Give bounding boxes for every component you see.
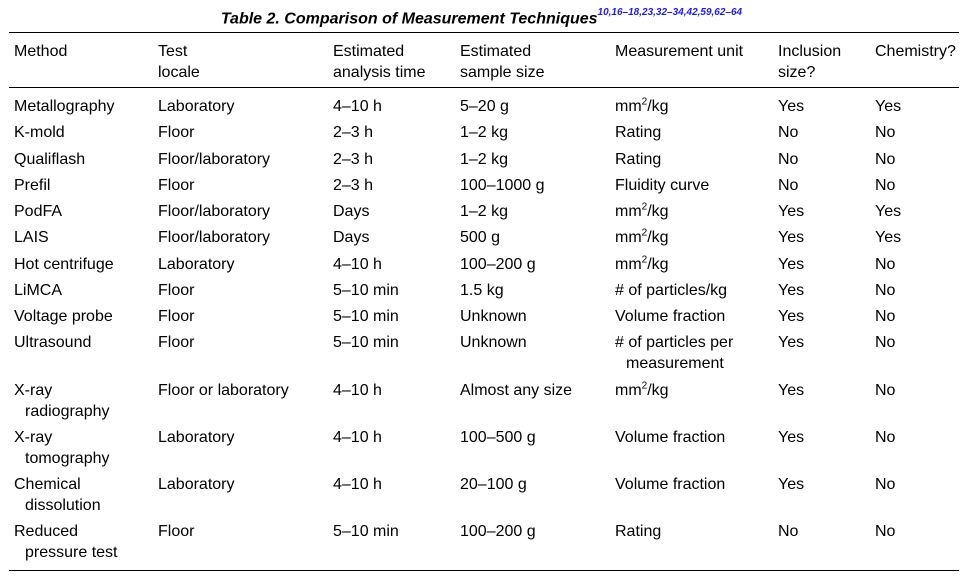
measurement-unit-cell [615,280,727,301]
sample-size-cell: Unknown [460,308,527,325]
superscript-exponent: 2 [641,96,648,108]
table-title [0,4,963,30]
locale-cell: Floor [158,177,195,194]
method-cell [14,122,65,143]
method-text: LAIS [14,229,49,246]
inclusion-size-cell: No [778,124,799,141]
locale-cell: Floor or laboratory [158,382,289,399]
locale-cell: Floor [158,523,195,540]
method-cell [14,201,62,222]
analysis-time-cell: 4–10 h [333,382,382,399]
analysis-time-cell: 2–3 h [333,151,374,168]
measurement-unit-cell [615,474,725,495]
sample-size-cell: 500 g [460,229,501,246]
sample-size-cell: 5–20 g [460,98,509,115]
unit-text: Rating [615,151,662,168]
chemistry-cell: No [875,177,896,194]
unit-text: # of particles/kg [615,282,728,299]
method-text: X-ray [14,429,53,446]
column-header [778,41,841,83]
sample-size-cell: 100–1000 g [460,177,545,194]
unit-text: # of particles per [615,334,734,351]
chemistry-cell: No [875,523,896,540]
column-header-line: analysis time [333,64,426,81]
sample-size-cell: Unknown [460,334,527,351]
table-title-references: 10,16–18,23,32–34,42,59,62–64 [597,7,743,18]
inclusion-size-cell: Yes [778,203,805,220]
inclusion-size-cell: Yes [778,334,805,351]
sample-size-cell: 1.5 kg [460,282,504,299]
measurement-unit-cell [615,96,669,117]
chemistry-cell: No [875,308,896,325]
unit-text: $mm^2/kg$ [615,227,669,246]
unit-text: Volume fraction [615,308,726,325]
method-cell [14,474,101,516]
measurement-unit-cell [615,227,669,248]
chemistry-cell: No [875,282,896,299]
chemistry-cell: No [875,151,896,168]
superscript-exponent: 2 [641,201,648,213]
method-cell [14,227,49,248]
analysis-time-cell: 5–10 min [333,308,399,325]
unit-text: Volume fraction [615,476,726,493]
analysis-time-cell: 5–10 min [333,282,399,299]
analysis-time-cell: 4–10 h [333,476,382,493]
sample-size-cell: 1–2 kg [460,151,509,168]
chemistry-cell: Yes [875,98,902,115]
column-header-line: Method [14,43,68,60]
method-text: LiMCA [14,282,63,299]
measurement-unit-cell [615,149,661,170]
column-header-line: Estimated [333,43,405,60]
sample-size-cell: 100–500 g [460,429,536,446]
unit-text: $mm^2/kg$ [615,96,669,115]
inclusion-size-cell: Yes [778,98,805,115]
method-text: radiography [25,403,110,420]
method-cell [14,254,114,275]
locale-cell: Floor [158,334,195,351]
method-text: X-ray [14,382,53,399]
analysis-time-cell: 4–10 h [333,256,382,273]
column-header-line: locale [158,64,200,81]
measurement-unit-cell [615,427,725,448]
column-header-line: Measurement unit [615,43,744,60]
measurement-unit-cell [615,122,661,143]
chemistry-cell: Yes [875,203,902,220]
inclusion-size-cell: Yes [778,282,805,299]
unit-text: $mm^2/kg$ [615,380,669,399]
superscript-exponent: 2 [641,254,648,266]
inclusion-size-cell: No [778,151,799,168]
chemistry-cell: No [875,382,896,399]
method-text: pressure test [25,544,118,561]
inclusion-size-cell: No [778,523,799,540]
method-cell [14,306,113,327]
locale-cell: Floor/laboratory [158,229,271,246]
method-text: Hot centrifuge [14,256,114,273]
locale-cell: Laboratory [158,256,235,273]
top-rule [9,32,959,33]
method-text: Metallography [14,98,115,115]
locale-cell: Floor [158,308,195,325]
method-text: Prefil [14,177,51,194]
method-text: Reduced [14,523,79,540]
locale-cell: Floor [158,124,195,141]
column-header [158,41,200,83]
analysis-time-cell: 4–10 h [333,98,382,115]
sample-size-cell: Almost any size [460,382,573,399]
locale-cell: Laboratory [158,429,235,446]
unit-text: $mm^2/kg$ [615,254,669,273]
method-cell [14,521,117,563]
measurement-unit-cell [615,201,669,222]
inclusion-size-cell: Yes [778,256,805,273]
inclusion-size-cell: Yes [778,308,805,325]
inclusion-size-cell: No [778,177,799,194]
method-text: Chemical [14,476,81,493]
chemistry-cell: Yes [875,229,902,246]
method-cell [14,380,110,422]
chemistry-cell: No [875,334,896,351]
header-rule [9,87,959,88]
method-cell [14,427,110,469]
method-cell [14,175,50,196]
superscript-exponent: 2 [641,380,648,392]
method-text: dissolution [25,497,101,514]
chemistry-cell: No [875,429,896,446]
column-header [333,41,425,83]
method-text: PodFA [14,203,63,220]
measurement-unit-cell [615,175,709,196]
measurement-unit-cell [615,380,669,401]
sample-size-cell: 1–2 kg [460,124,509,141]
column-header-line: Inclusion [778,43,842,60]
inclusion-size-cell: Yes [778,382,805,399]
method-cell [14,149,85,170]
locale-cell: Laboratory [158,98,235,115]
method-text: Qualiflash [14,151,86,168]
locale-cell: Floor [158,282,195,299]
sample-size-cell: 1–2 kg [460,203,509,220]
locale-cell: Floor/laboratory [158,151,271,168]
measurement-unit-cell [615,254,669,275]
measurement-unit-cell [615,521,661,542]
unit-text: Rating [615,523,662,540]
sample-size-cell: 100–200 g [460,523,536,540]
column-header-line: Test [158,43,188,60]
unit-text: measurement [626,355,724,372]
column-header-line: sample size [460,64,545,81]
analysis-time-cell: Days [333,203,370,220]
locale-cell: Floor/laboratory [158,203,271,220]
analysis-time-cell: 2–3 h [333,124,374,141]
inclusion-size-cell: Yes [778,229,805,246]
method-cell [14,280,62,301]
table-title-text: Table 2. Comparison of Measurement Techniques [220,10,598,28]
analysis-time-cell: 2–3 h [333,177,374,194]
column-header [615,41,743,62]
bottom-rule [9,570,959,571]
locale-cell: Laboratory [158,476,235,493]
column-header [875,41,956,62]
column-header-line: Chemistry? [875,43,956,60]
inclusion-size-cell: Yes [778,476,805,493]
chemistry-cell: No [875,124,896,141]
method-cell [14,332,91,353]
column-header-line: size? [778,64,816,81]
chemistry-cell: No [875,476,896,493]
measurement-unit-cell [615,306,725,327]
inclusion-size-cell: Yes [778,429,805,446]
column-header [14,41,67,62]
unit-text: Fluidity curve [615,177,710,194]
analysis-time-cell: Days [333,229,370,246]
analysis-time-cell: 4–10 h [333,429,382,446]
analysis-time-cell: 5–10 min [333,523,399,540]
unit-text: Rating [615,124,662,141]
column-header-line: Estimated [460,43,532,60]
method-text: Ultrasound [14,334,92,351]
measurement-unit-cell [615,332,733,374]
chemistry-cell: No [875,256,896,273]
unit-text: $mm^2/kg$ [615,201,669,220]
method-text: K-mold [14,124,65,141]
superscript-exponent: 2 [641,227,648,239]
method-text: tomography [25,450,110,467]
sample-size-cell: 20–100 g [460,476,527,493]
analysis-time-cell: 5–10 min [333,334,399,351]
method-text: Voltage probe [14,308,113,325]
sample-size-cell: 100–200 g [460,256,536,273]
method-cell [14,96,115,117]
unit-text: Volume fraction [615,429,726,446]
column-header [460,41,544,83]
